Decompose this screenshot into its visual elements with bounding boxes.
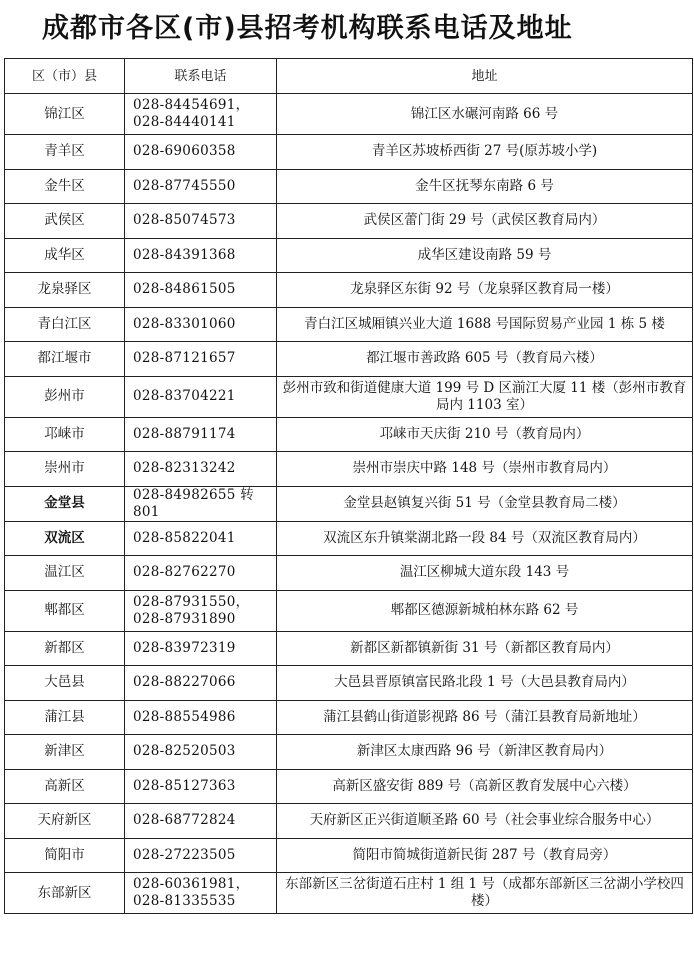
phone-cell [125,273,277,308]
district-cell: 郫都区 [5,590,125,631]
phone-cell [125,486,277,521]
address-cell: 邛崃市天庆街 210 号（教育局内） [277,417,693,452]
table-row [5,486,693,521]
table-row [5,273,693,308]
phone-number: 028-27223505 [133,846,236,863]
phone-cell [125,452,277,487]
phone-cell [125,307,277,342]
address-cell: 青白江区城厢镇兴业大道 1688 号国际贸易产业园 1 栋 5 楼 [277,307,693,342]
district-cell: 新都区 [5,631,125,666]
phone-cell [125,873,277,914]
address-cell: 金堂县赵镇复兴街 51 号（金堂县教育局二楼） [277,486,693,521]
phone-cell [125,556,277,591]
phone-number: 028-83704221 [133,388,236,404]
phone-cell [125,590,277,631]
phone-number: 028-82313242 [133,460,236,477]
district-cell: 新津区 [5,735,125,770]
address-cell: 成华区建设南路 59 号 [277,238,693,273]
phone-number: 028-83301060 [133,315,236,332]
address-cell: 锦江区水碾河南路 66 号 [277,94,693,135]
district-cell: 双流区 [5,521,125,556]
phone-number: 028-84391368 [133,246,236,263]
phone-number: 028-68772824 [133,812,236,829]
phone-number: 028-84861505 [133,281,236,298]
column-header-address: 地址 [277,59,693,94]
district-cell: 龙泉驿区 [5,273,125,308]
table-row [5,590,693,631]
phone-cell [125,204,277,239]
contact-table [4,58,693,914]
address-cell: 新都区新都镇新街 31 号（新都区教育局内） [277,631,693,666]
address-cell: 崇州市崇庆中路 148 号（崇州市教育局内） [277,452,693,487]
address-cell: 温江区柳城大道东段 143 号 [277,556,693,591]
address-cell: 东部新区三岔街道石庄村 1 组 1 号（成都东部新区三岔湖小学校四楼） [277,873,693,914]
district-cell: 东部新区 [5,873,125,914]
phone-cell [125,838,277,873]
address-cell: 蒲江县鹤山街道影视路 86 号（蒲江县教育局新地址） [277,700,693,735]
phone-cell [125,631,277,666]
phone-cell [125,94,277,135]
phone-cell [125,735,277,770]
district-cell: 温江区 [5,556,125,591]
district-cell: 邛崃市 [5,417,125,452]
address-cell: 青羊区苏坡桥西街 27 号(原苏坡小学) [277,135,693,170]
table-row [5,631,693,666]
phone-number: 028-69060358 [133,143,236,160]
table-row [5,342,693,377]
phone-number: 028-87745550 [133,177,236,194]
phone-number: 028-84440141 [133,114,236,130]
address-cell: 郫都区德源新城柏林东路 62 号 [277,590,693,631]
table-row [5,169,693,204]
table-row [5,376,693,417]
table-row [5,417,693,452]
table-header-row [5,59,693,94]
phone-number: 028-82762270 [133,564,236,581]
phone-cell [125,521,277,556]
district-cell: 青白江区 [5,307,125,342]
district-cell: 蒲江县 [5,700,125,735]
address-cell: 高新区盛安街 889 号（高新区教育发展中心六楼） [277,769,693,804]
table-row [5,838,693,873]
district-cell: 都江堰市 [5,342,125,377]
table-row [5,735,693,770]
address-cell: 金牛区抚琴东南路 6 号 [277,169,693,204]
district-cell: 天府新区 [5,804,125,839]
phone-number: 028-87121657 [133,350,236,367]
address-cell: 简阳市简城街道新民街 287 号（教育局旁） [277,838,693,873]
address-cell: 天府新区正兴街道顺圣路 60 号（社会事业综合服务中心） [277,804,693,839]
table-row [5,452,693,487]
phone-cell [125,666,277,701]
address-cell: 武侯区蕾门街 29 号（武侯区教育局内） [277,204,693,239]
address-cell: 双流区东升镇棠湖北路一段 84 号（双流区教育局内） [277,521,693,556]
district-cell: 锦江区 [5,94,125,135]
table-row [5,521,693,556]
district-cell: 大邑县 [5,666,125,701]
phone-number: 028-85074573 [133,212,236,229]
phone-number: 028-82520503 [133,743,236,760]
phone-number: 028-84454691， [133,97,250,113]
table-row [5,873,693,914]
phone-number: 028-81335535 [133,893,236,909]
table-row [5,666,693,701]
column-header-phone: 联系电话 [125,59,277,94]
table-row [5,556,693,591]
phone-number: 028-87931550， [133,593,250,610]
district-cell: 崇州市 [5,452,125,487]
page-title: 成都市各区(市)县招考机构联系电话及地址 [42,13,573,44]
phone-cell [125,238,277,273]
phone-cell [125,417,277,452]
table-row [5,769,693,804]
district-cell: 高新区 [5,769,125,804]
phone-cell [125,342,277,377]
phone-number: 028-84982655 转 801 [133,486,255,520]
table-row [5,238,693,273]
district-cell: 彭州市 [5,376,125,417]
table-row [5,307,693,342]
table-row [5,94,693,135]
phone-cell [125,376,277,417]
address-cell: 大邑县晋原镇富民路北段 1 号（大邑县教育局内） [277,666,693,701]
district-cell: 简阳市 [5,838,125,873]
table-row [5,700,693,735]
phone-number: 028-85127363 [133,777,236,794]
phone-cell [125,769,277,804]
phone-number: 028-88554986 [133,708,236,725]
phone-cell [125,135,277,170]
district-cell: 武侯区 [5,204,125,239]
table-row [5,135,693,170]
address-cell: 龙泉驿区东街 92 号（龙泉驿区教育局一楼） [277,273,693,308]
address-cell: 彭州市致和街道健康大道 199 号 D 区湔江大厦 11 楼（彭州市教育局内 1103 室） [277,376,693,417]
district-cell: 金堂县 [5,486,125,521]
phone-number: 028-85822041 [133,529,236,546]
table-row [5,804,693,839]
table-row [5,204,693,239]
phone-cell [125,804,277,839]
address-cell: 都江堰市善政路 605 号（教育局六楼） [277,342,693,377]
phone-cell [125,700,277,735]
district-cell: 金牛区 [5,169,125,204]
phone-number: 028-88791174 [133,425,236,442]
column-header-district: 区（市）县 [5,59,125,94]
phone-number: 028-60361981， [133,876,250,892]
district-cell: 青羊区 [5,135,125,170]
phone-cell [125,169,277,204]
table-body [5,94,693,914]
address-cell: 新津区太康西路 96 号（新津区教育局内） [277,735,693,770]
phone-number: 028-83972319 [133,639,236,656]
district-cell: 成华区 [5,238,125,273]
phone-number: 028-87931890 [133,610,236,627]
phone-number: 028-88227066 [133,674,236,691]
